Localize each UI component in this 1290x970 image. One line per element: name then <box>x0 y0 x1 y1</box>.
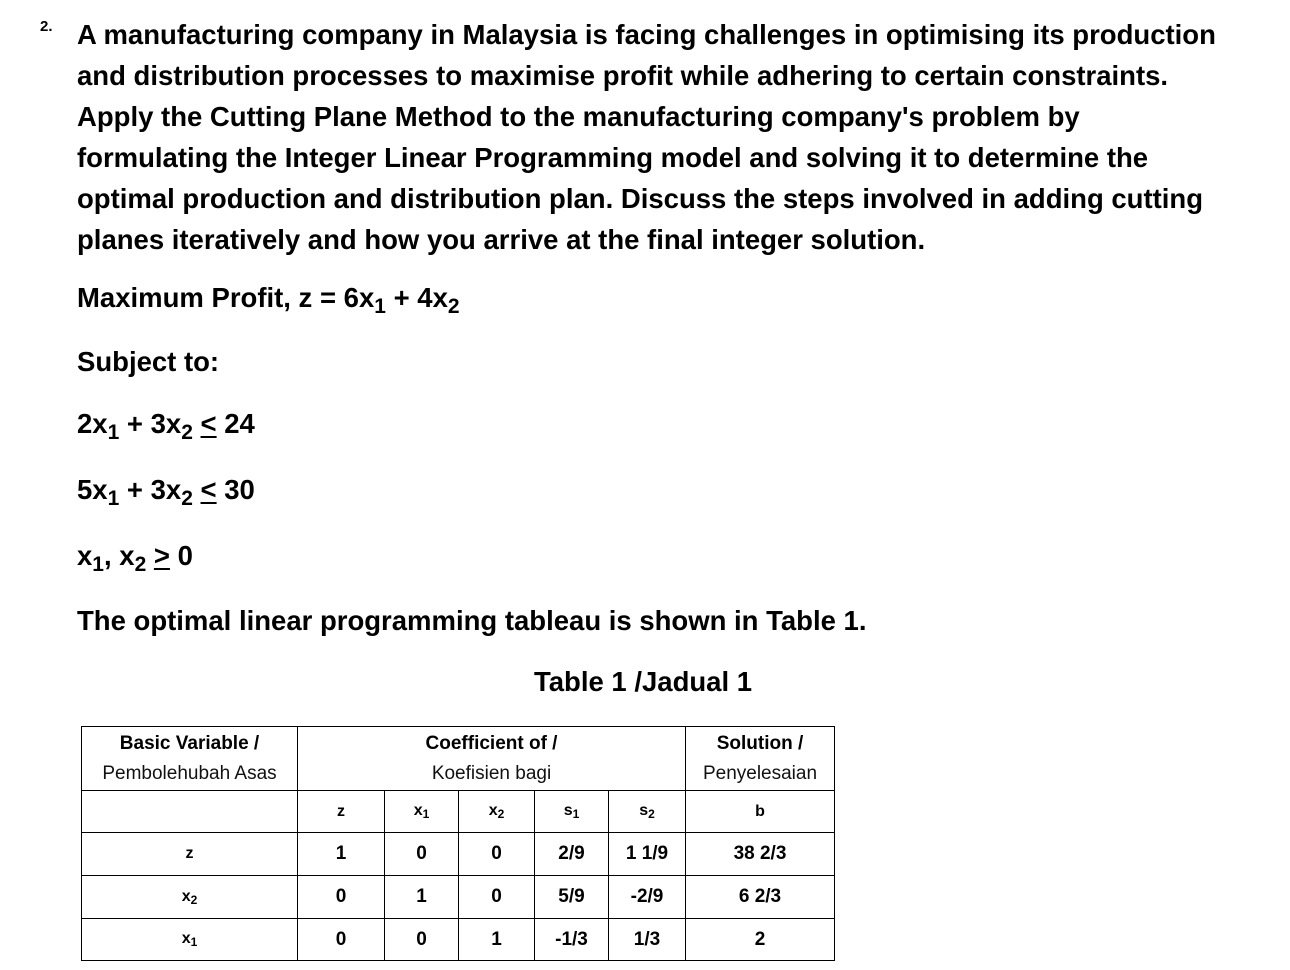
cell-z: 1 <box>298 833 385 876</box>
cell-s1: 5/9 <box>535 876 609 919</box>
constraint-1: $2x_1 + 3x_2 < 24$ <box>77 408 255 444</box>
cell-b: 38 2/3 <box>686 833 835 876</box>
column-label-s2: s2 <box>609 791 686 833</box>
column-label-s1: s1 <box>535 791 609 833</box>
cell-s2: -2/9 <box>609 876 686 919</box>
objective-function: Maximum Profit, $z = 6x_1 + 4x_2$ <box>77 282 460 318</box>
table-column-labels-row <box>82 791 835 833</box>
cell-z: 0 <box>298 919 385 961</box>
column-label-empty <box>82 791 298 833</box>
row-basic-variable: x1 <box>82 919 298 961</box>
table-row <box>82 833 835 876</box>
cell-x1: 0 <box>385 919 459 961</box>
table-row <box>82 919 835 961</box>
row-basic-variable: z <box>82 833 298 876</box>
constraint-2: $5x_1 + 3x_2 < 30$ <box>77 474 255 510</box>
cell-x2: 0 <box>459 833 535 876</box>
cell-b: 6 2/3 <box>686 876 835 919</box>
row-basic-variable: x2 <box>82 876 298 919</box>
cell-x2: 1 <box>459 919 535 961</box>
table-header-row <box>82 727 835 791</box>
cell-x1: 0 <box>385 833 459 876</box>
header-basic-variable: Basic Variable / Pembolehubah Asas <box>82 727 298 791</box>
column-label-z: z <box>298 791 385 833</box>
cell-s1: -1/3 <box>535 919 609 961</box>
header-solution: Solution / Penyelesaian <box>686 727 835 791</box>
column-label-b: b <box>686 791 835 833</box>
cell-b: 2 <box>686 919 835 961</box>
simplex-tableau <box>81 726 835 961</box>
column-label-x1: x1 <box>385 791 459 833</box>
header-coefficient: Coefficient of / Koefisien bagi <box>298 727 686 791</box>
tableau-intro: The optimal linear programming tableau is shown in Table 1. <box>77 605 867 636</box>
question-paragraph: A manufacturing company in Malaysia is facing challenges in optimising its production and distribution processes to maximise profit while adhering to certain constraints. Apply the Cutting Plane Method to the manufacturing company's problem by formulating the Integer Linear Programming model and solving it to determine the optimal production and distribution plan. Discuss the steps involved in adding cutting planes iteratively and how you arrive at the final integer solution. <box>77 19 1216 255</box>
table-caption: Table 1 /Jadual 1 <box>534 666 753 697</box>
column-label-x2: x2 <box>459 791 535 833</box>
cell-x1: 1 <box>385 876 459 919</box>
cell-z: 0 <box>298 876 385 919</box>
non-negativity-constraint: $x_1$, $x_2 > 0$ <box>77 540 193 576</box>
table-row <box>82 876 835 919</box>
cell-s2: 1 1/9 <box>609 833 686 876</box>
cell-s2: 1/3 <box>609 919 686 961</box>
question-number: 2. <box>40 18 53 35</box>
cell-s1: 2/9 <box>535 833 609 876</box>
subject-to-label: Subject to: <box>77 346 220 377</box>
cell-x2: 0 <box>459 876 535 919</box>
